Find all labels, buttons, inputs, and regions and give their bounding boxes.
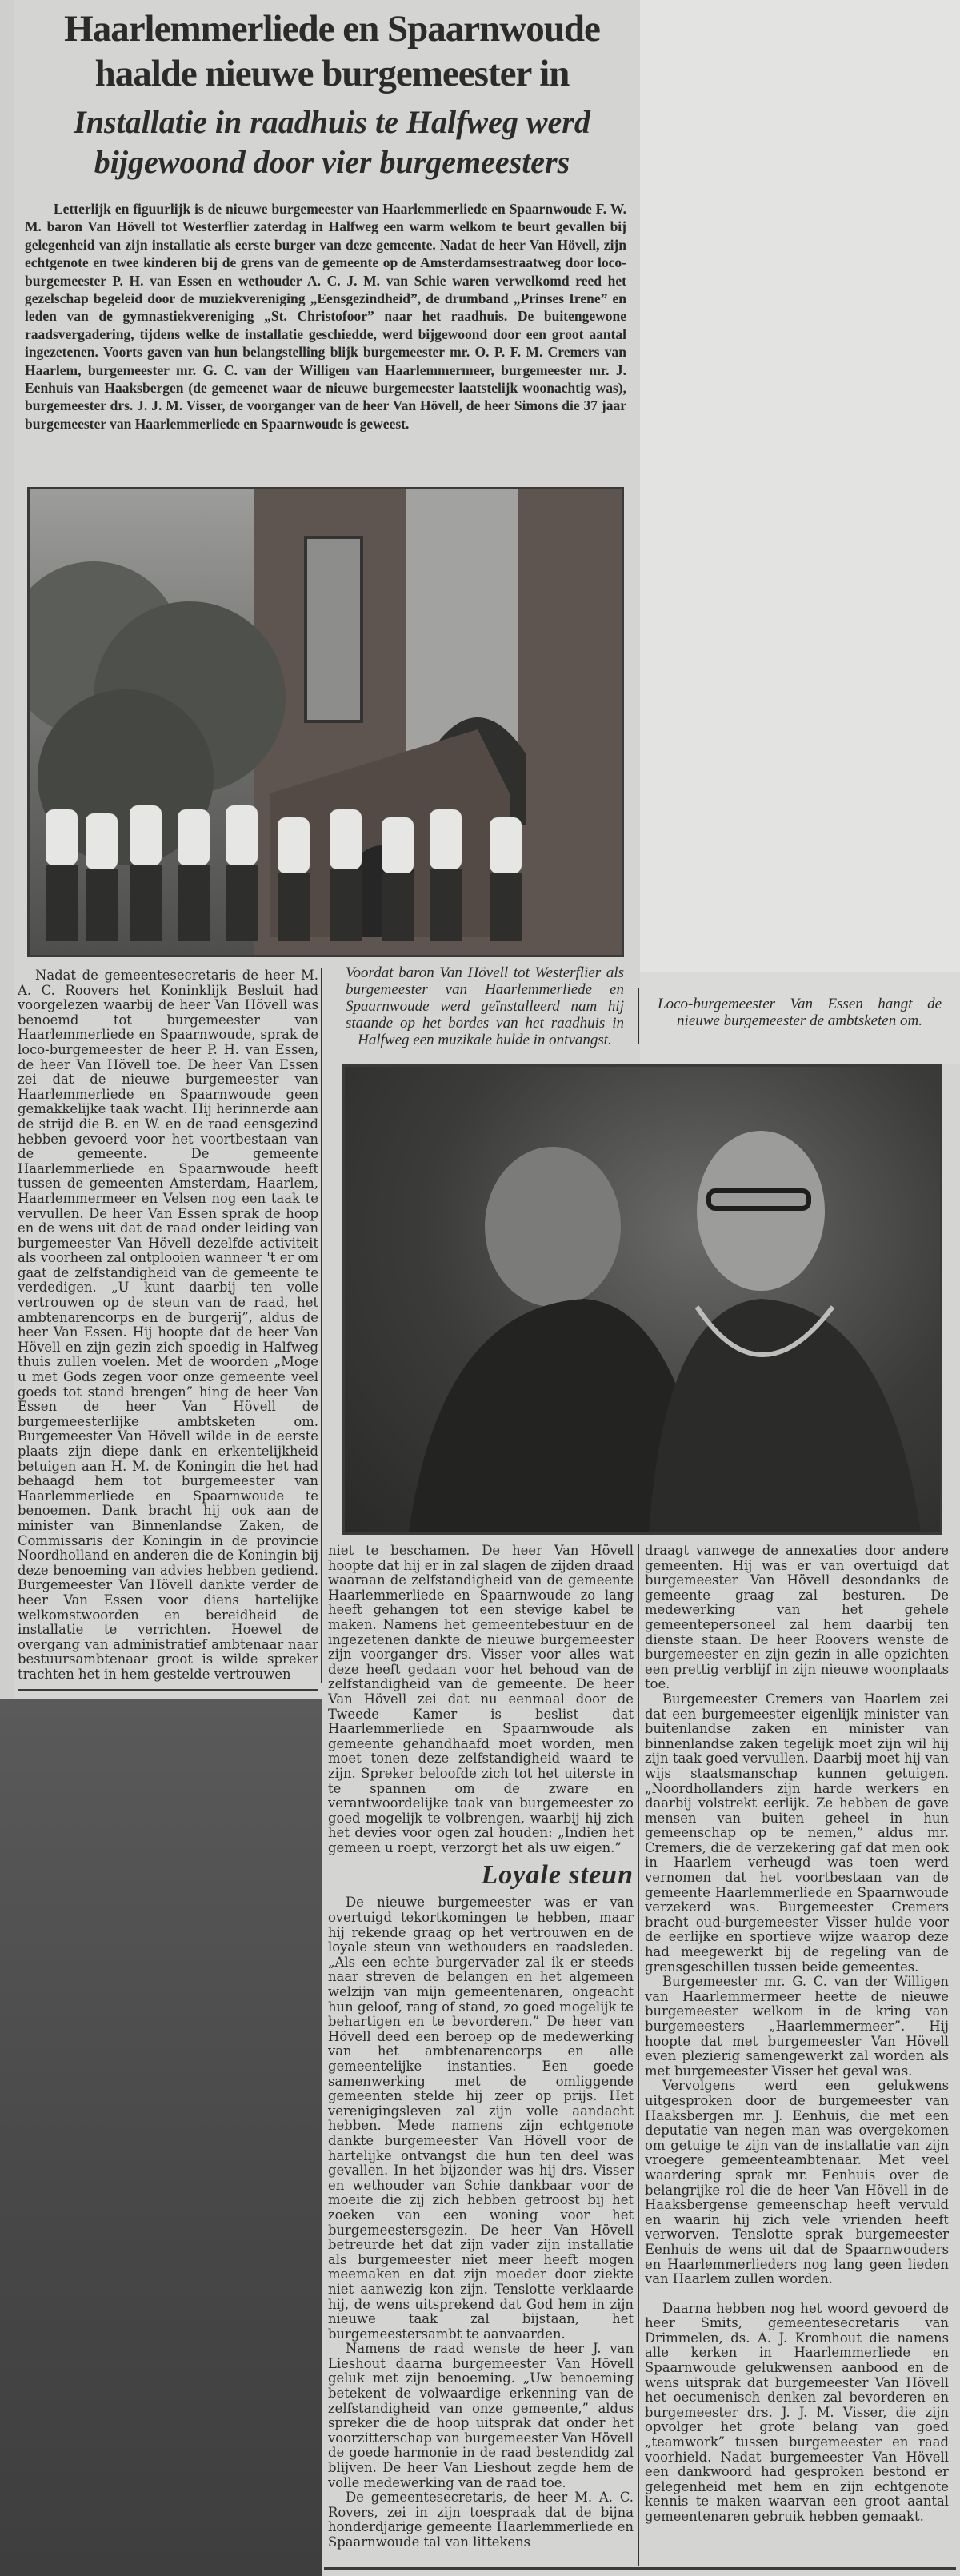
photo1-caption: Voordat baron Van Hövell tot Westerflier als burgemeester van Haarlemmerliede en Spaarnwoude werd geïnstalleerd nam hij staande op het bordes van het raadhuis in Halfweg een muzikale hulde in ontvangst. (346, 965, 624, 1048)
paragraph: Namens de raad wenste de heer J. van Lieshout daarna burgemeester Van Hövell geluk met zijn benoeming. „Uw benoeming betekent de volwaardige erkenning van de zelfstandigheid van onze gemeente,” aldus spreker die de hoop uitsprak dat onder het voorzitterschap van burgemeester Van Hövell de goede harmonie in de raad bestendidg zal blijven. De heer Van Lieshout zegde hem de volle medewerking van de raad toe. (328, 2341, 634, 2490)
man-body-right (649, 1299, 921, 1532)
headline-line-1: Haarlemmerliede en Spaarnwoude (64, 8, 600, 50)
man-head-left (485, 1147, 621, 1307)
article-column-3 (645, 1544, 949, 2525)
headline-line-2: haalde nieuwe burgemeester in (94, 53, 570, 94)
column-end-rule (18, 1689, 318, 1691)
lead-paragraph: Letterlijk en figuurlijk is de nieuwe burgemeester van Haarlemmerliede en Spaarnwoude F. W. M. baron Van Hövell tot Westerflier zaterdag in Halfweg een warm welkom te beurt gevallen bij gelegenheid van zijn installatie als eerste burger van deze gemeente. Nadat de heer Van Hövell, zijn echtgenote en twee kinderen bij de grens van de gemeente op de Amsterdamsestraatweg door loco-burgemeester P. H. van Essen en wethouder A. C. J. M. van Schie waren verwelkomd reed het gezelschap begeleid door de muziekvereniging „Eensgezindheid”, de drumband „Prinses Irene” en leden van de gymnastiekvereniging „St. Christofoor” naar het raadhuis. De buitengewone raadsvergadering, tijdens welke de installatie geschiedde, werd bijgewoond door een groot aantal ingezetenen. Voorts gaven van hun belangstelling blijk burgemeester mr. O. P. F. M. Cremers van Haarlem, burgemeester mr. G. C. van der Willigen van Haarlemmermeer, burgemeester mr. J. Eenhuis van Haaksbergen (de gemeenet waar de nieuwe burgemeester laatstelijk woonachtig was), burgemeester drs. J. J. M. Visser, de voorganger van de heer Van Hövell, de heer Simons die 37 jaar burgemeester van Haarlemmerliede en Spaarnwoude is geweest. (25, 201, 626, 432)
section-heading: Loyale steun (481, 1860, 634, 1891)
band-skirts (46, 865, 522, 941)
article-column-2 (328, 1544, 634, 2550)
building-window (306, 537, 362, 721)
subheadline-line-2: bijgewoond door vier burgemeesters (94, 144, 570, 180)
photo-chain-of-office (342, 1064, 942, 1535)
paragraph: De gemeentesecretaris, de heer M. A. C. Rovers, zei in zijn toespraak dat de bijna honderdjarige gemeente Haarlemmerliede en Spaarnwoude tal van littekens (328, 2490, 634, 2550)
article-column-1 (18, 968, 318, 1683)
paragraph: niet te beschamen. De heer Van Hövell hoopte dat hij er in zal slagen de zijden draad waaraan de zelfstandigheid van de gemeente Haarlemmerliede en Spaarnwoude zo lang heeft gehangen tot een stevige kabel te maken. Namens het gemeentebestuur en de ingezetenen dankte de nieuwe burgemeester zijn voorganger drs. Visser voor alles wat deze heeft gedaan voor het behoud van de zelfstandigheid van de gemeente. De heer Van Hövell zei dat nu eenmaal door de Tweede Kamer is beslist dat Haarlemmerliede en Spaarnwoude als gemeente gehandhaafd moet worden, men moet tonen deze zelfstandigheid waard te zijn. Spreker beloofde zich tot het uiterste in te spannen om de zware en verantwoordelijke taak van burgemeester zo goed mogelijk te volbrengen, waarbij hij zich het devies voor ogen zal houden: „Indien het gemeen u roept, verzorgt het als uw eigen.” (328, 1543, 634, 1855)
paragraph: Vervolgens werd een gelukwens uitgesproken door de burgemeester van Haaksbergen mr. J. Eenhuis, die met een deputatie van negen man was overgekomen om getuige te zijn van de installatie van zijn vroegere gemeenteambtenaar. Met veel waardering sprak mr. Eenhuis over de belangrijke rol die de heer Van Hövell in de Haaksbergense gemeenschap heeft vervuld en waarin hij zich vele vrienden heeft verworven. Tenslotte sprak burgemeester Eenhuis de wens uit dat de Spaarnwouders en Haarlemmerlieders nog lang geen lieden van Haarlem zullen worden. (645, 2078, 949, 2287)
paragraph: Burgemeester mr. G. C. van der Willigen van Haarlemmermeer heette de nieuwe burgemeester welkom in de kring van burgemeesters „Haarlemmermeer”. Hij hoopte dat met burgemeester Van Hövell even plezierig samengewerkt zal worden als met burgemeester Visser het geval was. (645, 1974, 949, 2079)
paragraph: De nieuwe burgemeester was er van overtuigd tekortkomingen te hebben, maar hij rekende graag op het vertrouwen en de loyale steun van wethouders en raadsleden. „Als een echte burgervader zal ik er steeds naar streven de belangen en het algemeen welzijn van mijn gemeentenaren, ongeacht hun geloof, rang of stand, zo goed mogelijk te behartigen en te bevorderen.” De heer van Hövell deed een beroep op de medewerking van het ambtenarencorps en alle gemeentelijke instanties. Een goede samenwerking met de omliggende gemeenten stelde hij zeer op prijs. Het verenigingsleven zal zijn volle aandacht hebben. Mede namens zijn echtgenote dankte burgemeester Van Hövell voor de hartelijke ontvangst die hun ten deel was gevallen. In het bijzonder was hij drs. Visser en wethouder van Schie dankbaar voor de moeite die zij zich hebben getroost bij het zoeken van een woning voor het burgemeestersgezin. De heer Van Hövell betreurde het dat zijn vader zijn installatie als burgemeester niet meer heeft mogen meemaken en dat zijn moeder door ziekte niet aanwezig kon zijn. Tenslotte verklaarde hij, de wens uitsprekend dat God hem in zijn nieuwe taak zal bijstaan, het burgemeestersambt te aanvaarden. (328, 1895, 634, 2342)
photo-two-men-illustration (345, 1067, 940, 1532)
paragraph: Nadat de gemeentesecretaris de heer M. A. C. Roovers het Koninklijk Besluit had voorgelezen waarbij de heer Van Hövell was benoemd tot burgemeester van Haarlemmerliede en Spaarnwoude, sprak de loco-burgemeester de heer P. H. van Essen, de heer Van Hövell toe. De heer Van Essen zei dat de nieuwe burgemeester van Haarlemmerliede en Spaarnwoude geen gemakkelijke taak wacht. Hij herinnerde aan de strijd die B. en W. en de raad eensgezind hebben gevoerd voor het voortbestaan van de gemeente. De gemeente Haarlemmerliede en Spaarnwoude heeft tussen de gemeenten Amsterdam, Haarlem, Haarlemmermeer en Velsen nog een taak te vervullen. De heer Van Essen sprak de hoop en de wens uit dat de raad onder leiding van burgemeester Van Hövell dezelfde activiteit als voorheen zal ontplooien wanneer 't er om gaat de zelfstandigheid van de gemeente te verdedigen. „U kunt daarbij ten volle vertrouwen op de steun van de raad, het ambtenarencorps en de burgerij”, aldus de heer Van Essen. Hij hoopte dat de heer Van Hövell en zijn gezin zich spoedig in Halfweg thuis zullen voelen. Met de woorden „Moge u met Gods zegen voor onze gemeente veel goeds tot stand brengen” hing de heer Van Essen de heer Van Hövell de burgemeesterlijke ambtsketen om. Burgemeester Van Hövell wilde in de eerste plaats zijn diepe dank en erkentelijkheid betuigen aan H. M. de Koningin die het had behaagd hem tot burgemeester van Haarlemmerliede en Spaarnwoude te benoemen. Dank bracht hij ook aan de minister van Binnenlandse Zaken, de Commissaris der Koningin in de provincie Noordholland en anderen die de Koningin bij deze benoeming van advies hebben gediend. Burgemeester Van Hövell dankte verder de heer Van Essen voor diens hartelijke welkomstwoorden en bereidheid de installatie te verrichten. Hoewel de overgang van administratief ambtenaar naar bestuursambtenaar groot is wilde spreker trachten het in hem gestelde vertrouwen (18, 968, 318, 1682)
paragraph: draagt vanwege de annexaties door andere gemeenten. Hij was er van overtuigd dat burgemeester Van Hövell desondanks de gemeente graag zal besturen. De medewerking van het gehele gemeentepersoneel zal hem daarbij ten dienste staan. De heer Roovers wenste de burgemeester en zijn gezin in alle opzichten een prettig verblijf in zijn nieuwe woonplaats toe. (645, 1543, 949, 1692)
blank-background (640, 0, 960, 972)
paragraph: Burgemeester Cremers van Haarlem zei dat een burgemeester eigenlijk minister van buitenlandse zaken en minister van binnenlandse zaken tegelijk moet zijn wil hij zijn taak goed vervullen. Daarbij moet hij van wijs staatsmanschap kunnen getuigen. „Noordhollanders zijn harde werkers en daarbij volstrekt eerlijk. Ze hebben de gave mensen van buiten geheel in hun gemeenschap op te nemen,” aldus mr. Cremers, die de verzekering gaf dat men ook in Haarlem verheugd was toen werd vernomen dat het voortbestaan van de gemeente Haarlemmerliede en Spaarnwoude verzekerd was. Burgemeester Cremers bracht oud-burgemeester Visser hulde voor de eerlijke en sportieve wijze waarop deze had meegewerkt bij de regeling van de grensgeschillen tussen beide gemeentes. (645, 1691, 949, 1975)
building-tower-wall (406, 489, 518, 753)
column-rule (638, 1544, 639, 2566)
photo2-caption: Loco-burgemeester Van Essen hangt de nieuwe burgemeester de ambtsketen om. (658, 996, 942, 1029)
column-rule (321, 968, 322, 1683)
photo-town-hall-illustration (30, 489, 622, 955)
dark-background (0, 1699, 322, 2576)
clipping-edge (0, 0, 14, 1699)
column-rule (638, 988, 639, 1044)
photo-town-hall-music-tribute (27, 487, 624, 957)
article-end-rule (324, 2567, 956, 2570)
subheadline-line-1: Installatie in raadhuis te Halfweg werd (74, 104, 590, 140)
paragraph: Daarna hebben nog het woord gevoerd de heer Smits, gemeentesecretaris van Drimmelen, ds. A. J. Kromhout die namens alle kerken in Haarlemmerliede en Spaarnwoude gelukwensen aanbood en de wens uitsprak dat burgemeester Van Hövell het oecumenisch denken zal bevorderen en burgemeester drs. J. J. M. Visser, die zijn opvolger het grote belang van goed „teamwork” tussen burgemeester en raad voorhield. Nadat burgemeester Van Hövell een dankwoord had gesproken bestond er gelegenheid met hem en zijn echtgenote kennis te maken waarvan een groot aantal gemeentenaren gebruik hebben gemaakt. (645, 2300, 949, 2524)
